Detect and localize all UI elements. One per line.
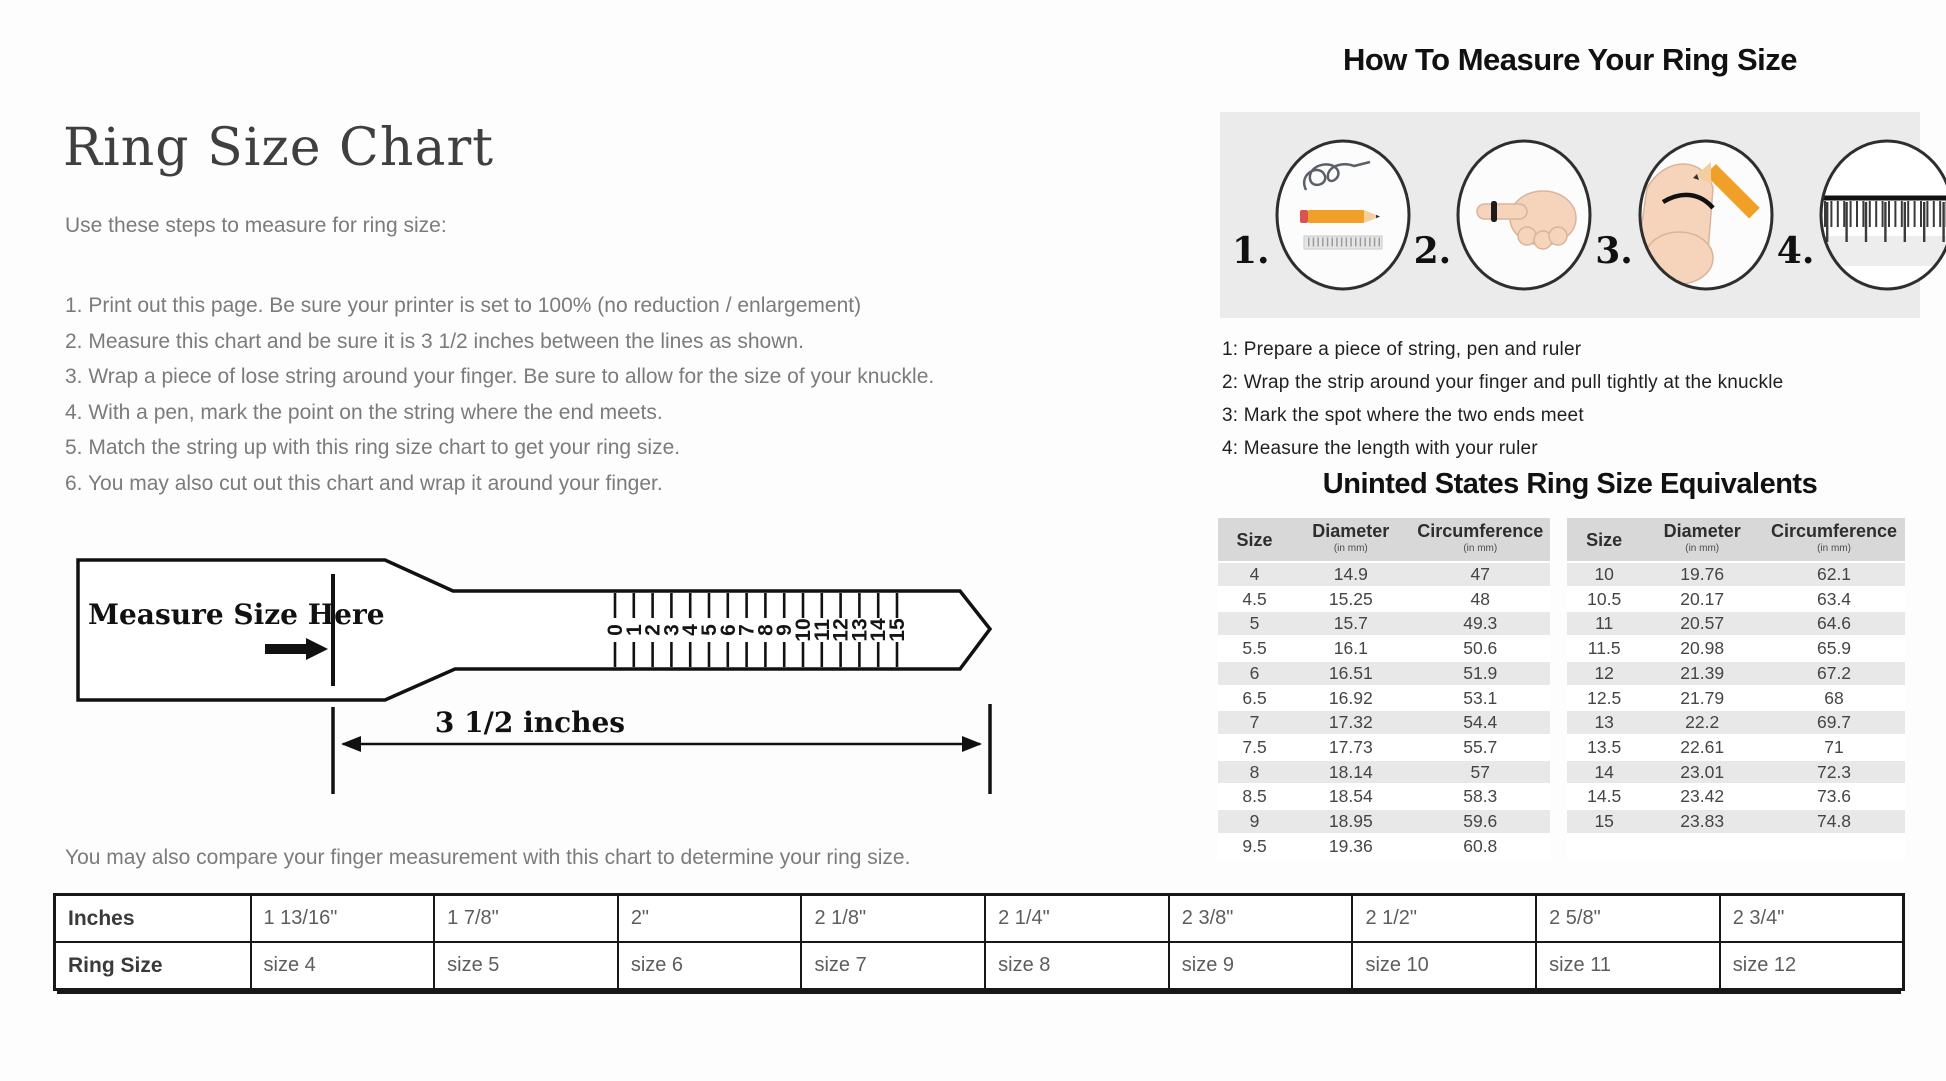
equivalents-tables	[1218, 518, 1910, 859]
ruler-tick-label: 0	[604, 624, 627, 636]
equivalents-row	[1567, 735, 1905, 760]
equivalents-cell: 16.92	[1291, 686, 1411, 711]
equivalents-cell: 74.8	[1763, 809, 1905, 834]
how-to-step: 4: Measure the length with your ruler	[1222, 438, 1538, 459]
how-to-step: 1: Prepare a piece of string, pen and ruler	[1222, 339, 1582, 360]
ruler-tick-label: 4	[679, 624, 703, 636]
ring-size-cell: size 8	[985, 942, 1169, 990]
equivalents-cell: 63.4	[1763, 587, 1905, 612]
equivalents-row	[1567, 636, 1905, 661]
equivalents-cell: 15.25	[1291, 587, 1411, 612]
equivalents-row	[1567, 661, 1905, 686]
equivalents-cell: 47	[1411, 562, 1550, 587]
equivalents-cell: 64.6	[1763, 611, 1905, 636]
equivalents-cell: 23.42	[1641, 784, 1763, 809]
equivalents-cell: 17.32	[1291, 710, 1411, 735]
equivalents-cell: 54.4	[1411, 710, 1550, 735]
equivalents-cell: 48	[1411, 587, 1550, 612]
equivalents-cell: 50.6	[1411, 636, 1550, 661]
how-to-step-list	[1222, 333, 1783, 465]
equivalents-cell: 68	[1763, 686, 1905, 711]
compare-note: You may also compare your finger measurement with this chart to determine your ring size.	[65, 846, 911, 869]
equivalents-cell: 51.9	[1411, 661, 1550, 686]
equivalents-cell: 22.61	[1641, 735, 1763, 760]
equivalents-cell: 20.17	[1641, 587, 1763, 612]
instruction-step: 3. Wrap a piece of lose string around your finger. Be sure to allow for the size of your knuckle.	[65, 365, 935, 388]
equivalents-cell: 9.5	[1218, 834, 1291, 859]
ring-size-cell: size 5	[434, 942, 618, 990]
equivalents-title: Uninted States Ring Size Equivalents	[1322, 468, 1818, 500]
equivalents-row	[1218, 686, 1550, 711]
equivalents-row	[1218, 710, 1550, 735]
ring-size-row-label: Ring Size	[55, 942, 251, 990]
diameter-header: Diameter (in mm)	[1641, 518, 1763, 562]
circumference-header: Circumference (in mm)	[1411, 518, 1550, 562]
equivalents-cell: 73.6	[1763, 784, 1905, 809]
inches-to-ring-size-table	[53, 893, 1905, 991]
equivalents-cell: 67.2	[1763, 661, 1905, 686]
ring-size-cell: size 4	[251, 942, 435, 990]
ruler-tick-label: 11	[810, 618, 834, 642]
inches-row	[55, 895, 1904, 943]
equivalents-cell: 19.36	[1291, 834, 1411, 859]
equivalents-cell: 10.5	[1567, 587, 1641, 612]
equivalents-row	[1218, 809, 1550, 834]
ruler-tick-label: 14	[867, 618, 891, 642]
equivalents-cell	[1567, 834, 1641, 859]
equivalents-cell: 12.5	[1567, 686, 1641, 711]
equivalents-cell: 5	[1218, 611, 1291, 636]
equivalents-row	[1218, 760, 1550, 785]
equivalents-cell: 55.7	[1411, 735, 1550, 760]
diameter-header: Diameter (in mm)	[1291, 518, 1411, 562]
inches-cell: 2 1/8"	[801, 895, 985, 943]
measure-here-label: Measure Size Here	[88, 598, 385, 631]
how-to-step: 2: Wrap the strip around your finger and pull tightly at the knuckle	[1222, 372, 1784, 393]
equivalents-row	[1567, 760, 1905, 785]
equivalents-cell: 10	[1567, 562, 1641, 587]
equivalents-cell: 9	[1218, 809, 1291, 834]
ruler-tick-label: 6	[716, 624, 740, 636]
wrap-string-around-finger-icon	[1451, 136, 1597, 294]
equivalents-cell: 21.39	[1641, 661, 1763, 686]
equivalents-cell: 6.5	[1218, 686, 1291, 711]
how-to-step-3-figure	[1597, 136, 1779, 294]
equivalents-cell: 21.79	[1641, 686, 1763, 711]
inches-cell: 1 7/8"	[434, 895, 618, 943]
equivalents-cell: 11.5	[1567, 636, 1641, 661]
how-to-step-1-figure	[1234, 136, 1416, 294]
instruction-step: 2. Measure this chart and be sure it is 3 1/2 inches between the lines as shown.	[65, 329, 804, 353]
equivalents-cell: 62.1	[1763, 562, 1905, 587]
equivalents-cell: 17.73	[1291, 735, 1411, 760]
ring-size-row	[55, 942, 1904, 990]
equivalents-cell: 71	[1763, 735, 1905, 760]
equivalents-row	[1218, 636, 1550, 661]
inches-cell: 2"	[618, 895, 802, 943]
how-to-title: How To Measure Your Ring Size	[1342, 42, 1797, 77]
dimension-lines	[333, 704, 990, 794]
equivalents-row	[1567, 784, 1905, 809]
equivalents-row	[1218, 834, 1550, 859]
equivalents-header-row	[1218, 518, 1550, 562]
equivalents-cell: 59.6	[1411, 809, 1550, 834]
inches-cell: 1 13/16"	[251, 895, 435, 943]
step-2-number: 2.	[1413, 230, 1452, 272]
equivalents-cell: 5.5	[1218, 636, 1291, 661]
equivalents-cell: 49.3	[1411, 611, 1550, 636]
instruction-list	[65, 288, 934, 501]
equivalents-cell: 7	[1218, 710, 1291, 735]
equivalents-cell: 53.1	[1411, 686, 1550, 711]
equivalents-cell: 22.2	[1641, 710, 1763, 735]
ring-size-cell: size 12	[1720, 942, 1904, 990]
equivalents-cell: 20.98	[1641, 636, 1763, 661]
equivalents-cell: 13	[1567, 710, 1641, 735]
equivalents-cell: 8.5	[1218, 784, 1291, 809]
equivalents-cell: 58.3	[1411, 784, 1550, 809]
equivalents-row	[1567, 834, 1905, 859]
ring-sizer-diagram	[60, 552, 1010, 817]
equivalents-row	[1218, 735, 1550, 760]
equivalents-cell: 14.9	[1291, 562, 1411, 587]
ruler-tick-label: 10	[792, 618, 815, 642]
step-1-number: 1.	[1232, 230, 1270, 272]
equivalents-cell	[1763, 834, 1905, 859]
equivalents-cell	[1641, 834, 1763, 859]
measure-with-ruler-icon	[1814, 136, 1946, 294]
equivalents-row	[1567, 611, 1905, 636]
equivalents-table-right	[1567, 518, 1905, 859]
equivalents-row	[1218, 587, 1550, 612]
equivalents-cell: 23.83	[1641, 809, 1763, 834]
intro-text: Use these steps to measure for ring size:	[65, 214, 447, 237]
equivalents-cell: 14.5	[1567, 784, 1641, 809]
equivalents-cell: 57	[1411, 760, 1550, 785]
ruler-tick-label: 1	[622, 624, 646, 636]
ruler-tick-label: 13	[848, 618, 872, 642]
equivalents-cell: 7.5	[1218, 735, 1291, 760]
how-to-icon-strip	[1220, 112, 1920, 318]
equivalents-cell: 18.14	[1291, 760, 1411, 785]
equivalents-row	[1567, 587, 1905, 612]
how-to-step: 3: Mark the spot where the two ends meet	[1222, 405, 1584, 426]
ruler-tick-label: 8	[754, 624, 778, 636]
equivalents-cell: 72.3	[1763, 760, 1905, 785]
equivalents-cell: 4.5	[1218, 587, 1291, 612]
how-to-step-2-figure	[1413, 136, 1598, 294]
inches-cell: 2 3/8"	[1169, 895, 1353, 943]
equivalents-cell: 16.1	[1291, 636, 1411, 661]
equivalents-cell: 6	[1218, 661, 1291, 686]
ruler-tick-label: 7	[735, 624, 759, 636]
size-header: Size	[1567, 518, 1641, 562]
ring-size-cell: size 6	[618, 942, 802, 990]
ring-size-cell: size 7	[801, 942, 985, 990]
page-title: Ring Size Chart	[63, 118, 495, 178]
step-4-number: 4.	[1776, 230, 1815, 272]
dimension-label: 3 1/2 inches	[434, 706, 626, 739]
inches-cell: 2 3/4"	[1720, 895, 1904, 943]
equivalents-header-row	[1567, 518, 1905, 562]
inches-cell: 2 1/4"	[985, 895, 1169, 943]
equivalents-row	[1567, 562, 1905, 587]
equivalents-cell: 20.57	[1641, 611, 1763, 636]
equivalents-table-left	[1218, 518, 1550, 859]
equivalents-row	[1218, 784, 1550, 809]
ring-size-cell: size 11	[1536, 942, 1720, 990]
equivalents-cell: 11	[1567, 611, 1641, 636]
mark-string-with-pencil-icon	[1633, 136, 1779, 294]
equivalents-cell: 12	[1567, 661, 1641, 686]
equivalents-cell: 18.95	[1291, 809, 1411, 834]
step-3-number: 3.	[1595, 230, 1633, 272]
equivalents-cell: 23.01	[1641, 760, 1763, 785]
instruction-step: 6. You may also cut out this chart and wrap it around your finger.	[65, 471, 663, 495]
ruler-tick-label: 3	[660, 624, 684, 636]
circumference-header: Circumference (in mm)	[1763, 518, 1905, 562]
ruler-tick-label: 12	[829, 618, 853, 642]
equivalents-row	[1218, 611, 1550, 636]
equivalents-cell: 13.5	[1567, 735, 1641, 760]
instruction-step: 5. Match the string up with this ring size chart to get your ring size.	[65, 436, 681, 459]
string-pen-ruler-icon	[1270, 136, 1416, 294]
how-to-step-4-figure	[1776, 136, 1946, 294]
equivalents-cell: 4	[1218, 562, 1291, 587]
size-header: Size	[1218, 518, 1291, 562]
ruler-tick-label: 15	[886, 618, 909, 642]
inches-cell: 2 1/2"	[1352, 895, 1536, 943]
equivalents-cell: 8	[1218, 760, 1291, 785]
ruler-tick-label: 9	[773, 624, 797, 636]
equivalents-cell: 15	[1567, 809, 1641, 834]
equivalents-row	[1218, 661, 1550, 686]
equivalents-cell: 69.7	[1763, 710, 1905, 735]
ring-size-cell: size 10	[1352, 942, 1536, 990]
ring-size-cell: size 9	[1169, 942, 1353, 990]
equivalents-cell: 60.8	[1411, 834, 1550, 859]
instruction-step: 4. With a pen, mark the point on the string where the end meets.	[65, 400, 663, 424]
equivalents-cell: 18.54	[1291, 784, 1411, 809]
equivalents-row	[1218, 562, 1550, 587]
ruler-tick-label: 5	[698, 624, 721, 636]
instruction-step: 1. Print out this page. Be sure your printer is set to 100% (no reduction / enlargement)	[65, 294, 862, 317]
equivalents-cell: 16.51	[1291, 661, 1411, 686]
equivalents-cell: 15.7	[1291, 611, 1411, 636]
equivalents-row	[1567, 686, 1905, 711]
equivalents-row	[1567, 710, 1905, 735]
ruler-tick-label: 2	[641, 624, 665, 636]
equivalents-cell: 65.9	[1763, 636, 1905, 661]
inches-row-label: Inches	[55, 895, 251, 943]
equivalents-cell: 19.76	[1641, 562, 1763, 587]
equivalents-cell: 14	[1567, 760, 1641, 785]
equivalents-row	[1567, 809, 1905, 834]
inches-cell: 2 5/8"	[1536, 895, 1720, 943]
